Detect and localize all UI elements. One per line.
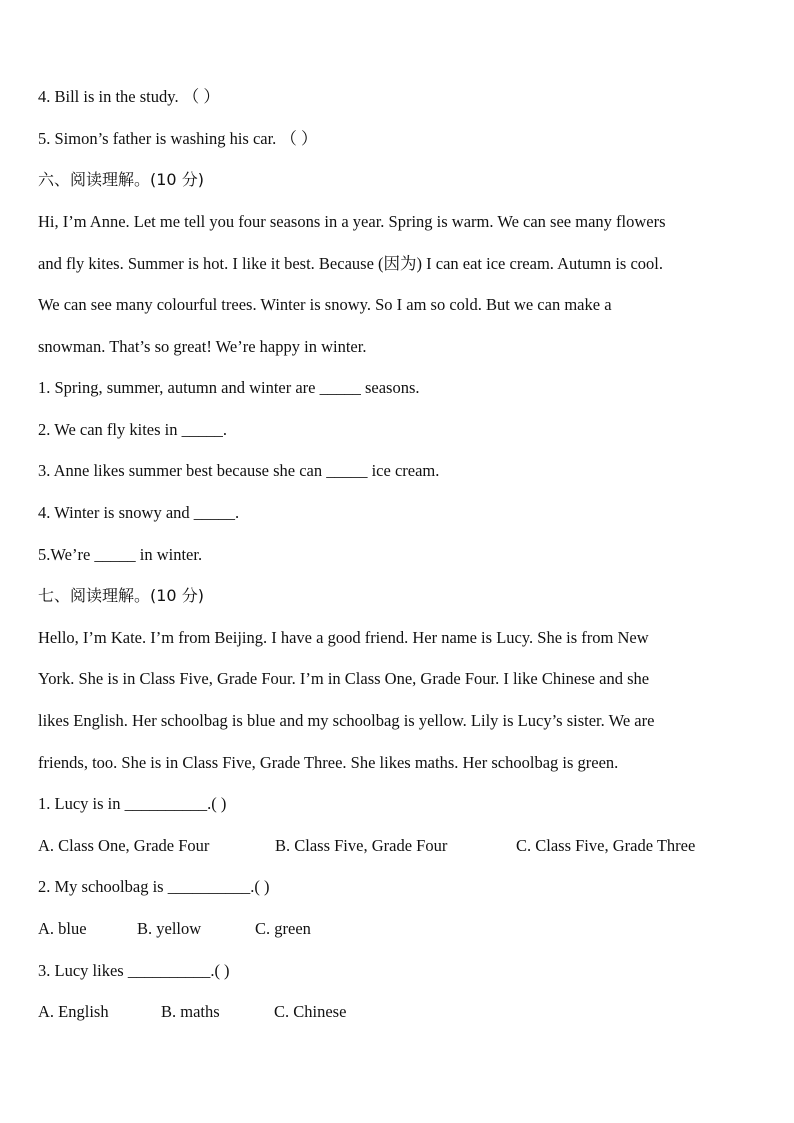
section-6-passage-line-4: snowman. That’s so great! We’re happy in winter. — [38, 337, 367, 356]
option-c: C. Class Five, Grade Three — [516, 836, 696, 855]
section-6-question-4: 4. Winter is snowy and _____. — [38, 503, 240, 522]
option-a: A. blue — [38, 919, 87, 938]
prev-question-5: 5. Simon’s father is washing his car. （ ） — [38, 129, 318, 148]
section-6-passage-line-3: We can see many colourful trees. Winter is snowy. So I am so cold. But we can make a — [38, 295, 612, 314]
option-c: C. green — [255, 919, 311, 938]
section-7-passage-line-3: likes English. Her schoolbag is blue and my schoolbag is yellow. Lily is Lucy’s sister. We are — [38, 711, 655, 730]
section-7-heading: 七、阅读理解。(10 分) — [38, 586, 204, 605]
option-c: C. Chinese — [274, 1002, 347, 1021]
option-a: A. English — [38, 1002, 109, 1021]
section-6-heading: 六、阅读理解。(10 分) — [38, 170, 204, 189]
option-b: B. Class Five, Grade Four — [275, 836, 448, 855]
section-6-passage-line-1: Hi, I’m Anne. Let me tell you four seasons in a year. Spring is warm. We can see many flowers — [38, 212, 666, 231]
section-6-passage-line-2: and fly kites. Summer is hot. I like it best. Because (因为) I can eat ice cream. Autumn is cool. — [38, 254, 664, 273]
prev-question-4: 4. Bill is in the study. （ ） — [38, 87, 220, 106]
section-6-question-5: 5.We’re _____ in winter. — [38, 545, 203, 564]
section-7-passage-line-4: friends, too. She is in Class Five, Grade Three. She likes maths. Her schoolbag is green. — [38, 753, 619, 772]
option-b: B. yellow — [137, 919, 202, 938]
section-7-question-2: 2. My schoolbag is __________.( ) — [38, 877, 270, 896]
section-7-passage-line-1: Hello, I’m Kate. I’m from Beijing. I have a good friend. Her name is Lucy. She is from New — [38, 628, 649, 647]
section-7-question-3: 3. Lucy likes __________.( ) — [38, 961, 230, 980]
section-7-question-1: 1. Lucy is in __________.( ) — [38, 794, 227, 813]
section-6-question-1: 1. Spring, summer, autumn and winter are _____ seasons. — [38, 378, 420, 397]
option-a: A. Class One, Grade Four — [38, 836, 210, 855]
option-b: B. maths — [161, 1002, 220, 1021]
section-7-passage-line-2: York. She is in Class Five, Grade Four. I’m in Class One, Grade Four. I like Chinese and she — [38, 669, 650, 688]
section-6-question-3: 3. Anne likes summer best because she can _____ ice cream. — [38, 461, 440, 480]
section-6-question-2: 2. We can fly kites in _____. — [38, 420, 228, 439]
